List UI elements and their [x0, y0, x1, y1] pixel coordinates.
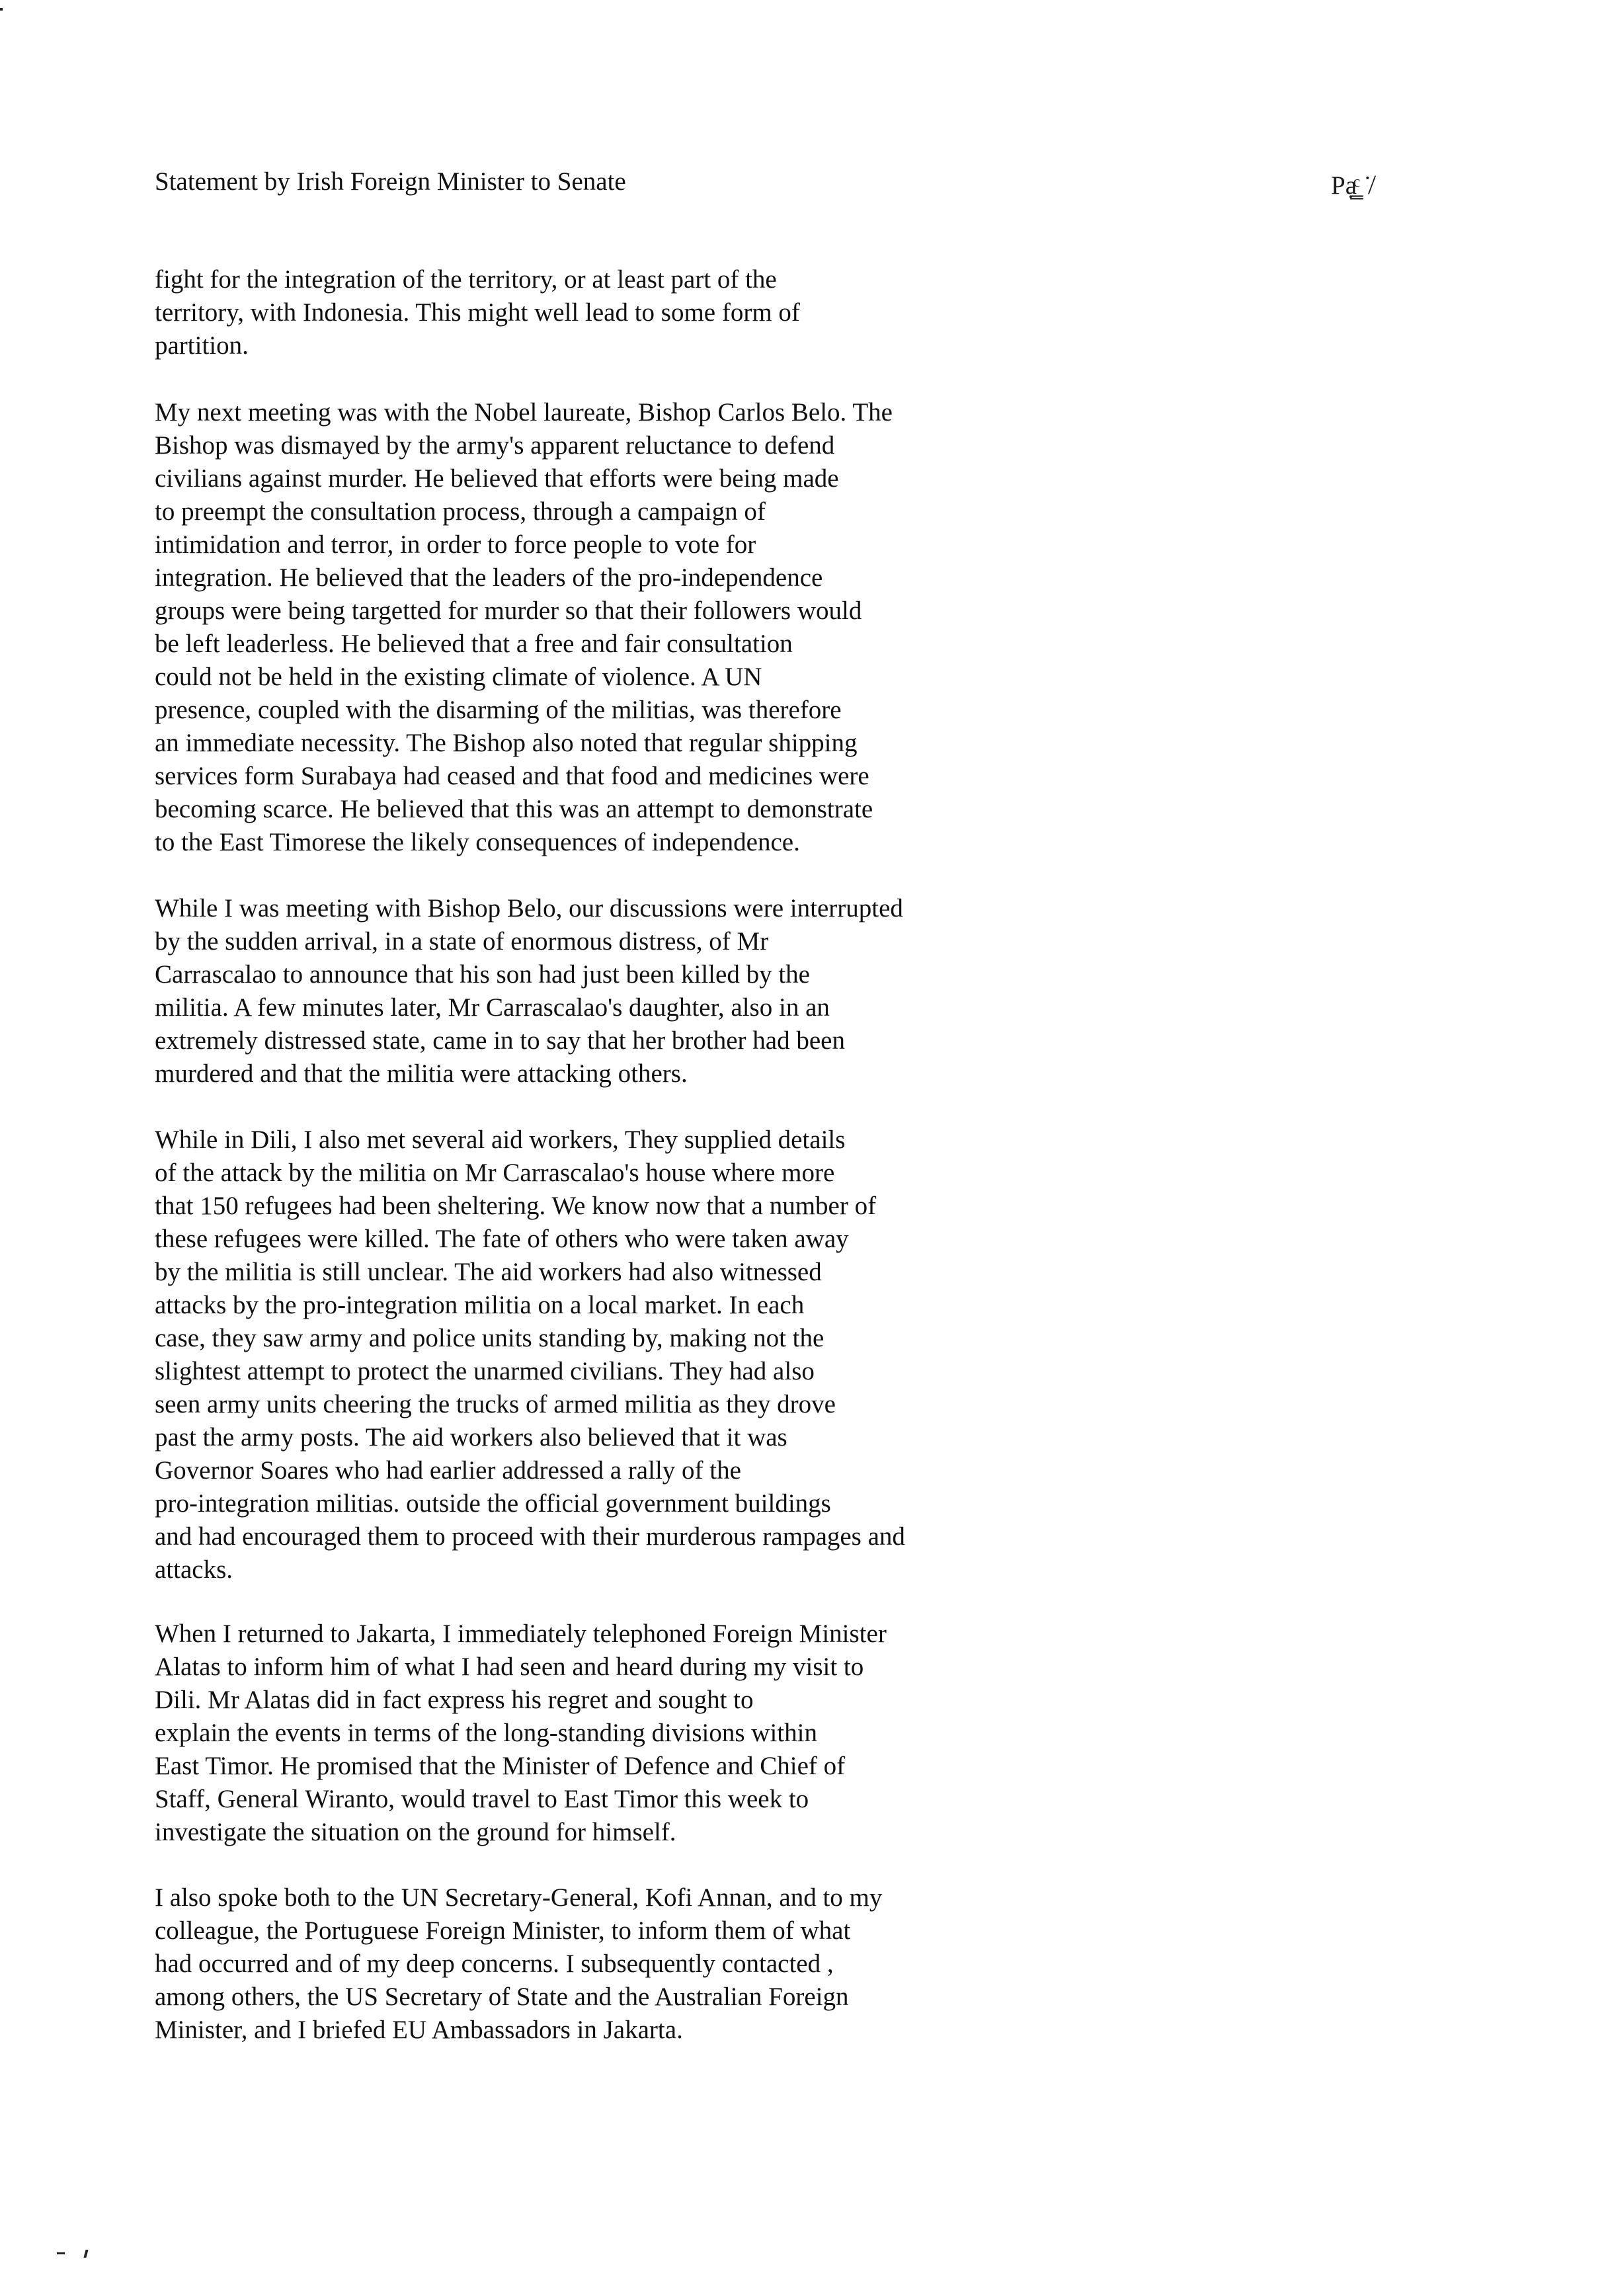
text-line: Dili. Mr Alatas did in fact express his regret and sought to	[155, 1686, 754, 1714]
paragraph-5	[155, 1618, 988, 1849]
text-line: investigate the situation on the ground for himself.	[155, 1818, 676, 1846]
text-line: militia. A few minutes later, Mr Carrascalao's daughter, also in an	[155, 993, 830, 1022]
text-line: murdered and that the militia were attacking others.	[155, 1059, 688, 1088]
text-line: colleague, the Portuguese Foreign Minister, to inform them of what	[155, 1916, 851, 1945]
text-line: intimidation and terror, in order to force people to vote for	[155, 530, 756, 559]
text-line: explain the events in terms of the long-standing divisions within	[155, 1719, 817, 1747]
text-line: among others, the US Secretary of State and the Australian Foreign	[155, 1983, 849, 2011]
text-line: case, they saw army and police units standing by, making not the	[155, 1324, 824, 1352]
scan-speck	[57, 2252, 65, 2254]
text-line: by the militia is still unclear. The aid workers had also witnessed	[155, 1258, 822, 1286]
text-line: these refugees were killed. The fate of others who were taken away	[155, 1225, 849, 1253]
paragraph-6	[155, 1881, 988, 2047]
paragraph-2	[155, 396, 988, 859]
paragraph-1	[155, 263, 988, 362]
text-line: integration. He believed that the leaders of the pro-independence	[155, 563, 823, 592]
text-line: becoming scarce. He believed that this was an attempt to demonstrate	[155, 795, 873, 823]
text-line: East Timor. He promised that the Minister of Defence and Chief of	[155, 1752, 846, 1780]
page-number: Pạ̳ͨ ˙̸	[1331, 171, 1372, 200]
document-header-title: Statement by Irish Foreign Minister to Senate	[155, 167, 626, 196]
text-line: seen army units cheering the trucks of armed militia as they drove	[155, 1390, 836, 1418]
text-line: that 150 refugees had been sheltering. We know now that a number of	[155, 1192, 877, 1220]
text-line: groups were being targetted for murder so that their followers would	[155, 596, 862, 625]
text-line: could not be held in the existing climate of violence. A UN	[155, 663, 762, 691]
text-line: Staff, General Wiranto, would travel to East Timor this week to	[155, 1785, 809, 1813]
text-line: While in Dili, I also met several aid workers, They supplied details	[155, 1126, 846, 1154]
paragraph-4	[155, 1124, 988, 1586]
text-line: extremely distressed state, came in to say that her brother had been	[155, 1026, 845, 1055]
text-line: Minister, and I briefed EU Ambassadors in Jakarta.	[155, 2016, 683, 2044]
text-line: by the sudden arrival, in a state of enormous distress, of Mr	[155, 927, 769, 956]
paragraph-3	[155, 892, 988, 1090]
text-line: When I returned to Jakarta, I immediately telephoned Foreign Minister	[155, 1620, 887, 1648]
text-line: While I was meeting with Bishop Belo, our discussions were interrupted	[155, 894, 903, 922]
text-line: partition.	[155, 331, 249, 360]
text-line: Carrascalao to announce that his son had just been killed by the	[155, 960, 810, 989]
text-line: attacks.	[155, 1555, 233, 1584]
text-line: civilians against murder. He believed that efforts were being made	[155, 464, 839, 493]
text-line: Governor Soares who had earlier addressed a rally of the	[155, 1456, 741, 1485]
text-line: My next meeting was with the Nobel laureate, Bishop Carlos Belo. The	[155, 398, 893, 427]
text-line: Bishop was dismayed by the army's apparent reluctance to defend	[155, 431, 835, 460]
text-line: be left leaderless. He believed that a free and fair consultation	[155, 630, 793, 658]
text-line: to preempt the consultation process, through a campaign of	[155, 497, 766, 526]
text-line: services form Surabaya had ceased and that food and medicines were	[155, 762, 869, 790]
text-line: had occurred and of my deep concerns. I subsequently contacted ,	[155, 1949, 834, 1978]
text-line: presence, coupled with the disarming of the militias, was therefore	[155, 696, 842, 724]
text-line: pro-integration militias. outside the official government buildings	[155, 1489, 831, 1518]
text-line: of the attack by the militia on Mr Carrascalao's house where more	[155, 1159, 835, 1187]
text-line: an immediate necessity. The Bishop also noted that regular shipping	[155, 729, 858, 757]
text-line: past the army posts. The aid workers also believed that it was	[155, 1423, 787, 1452]
text-line: Alatas to inform him of what I had seen and heard during my visit to	[155, 1653, 864, 1681]
text-line: slightest attempt to protect the unarmed civilians. They had also	[155, 1357, 815, 1385]
scan-speck	[0, 8, 3, 11]
text-line: and had encouraged them to proceed with their murderous rampages and	[155, 1522, 905, 1551]
text-line: to the East Timorese the likely consequences of independence.	[155, 828, 800, 856]
text-line: territory, with Indonesia. This might well lead to some form of	[155, 298, 800, 327]
text-line: fight for the integration of the territory, or at least part of the	[155, 265, 777, 294]
text-line: I also spoke both to the UN Secretary-General, Kofi Annan, and to my	[155, 1883, 883, 1912]
text-line: attacks by the pro-integration militia on a local market. In each	[155, 1291, 805, 1319]
scan-speck	[83, 2250, 88, 2258]
